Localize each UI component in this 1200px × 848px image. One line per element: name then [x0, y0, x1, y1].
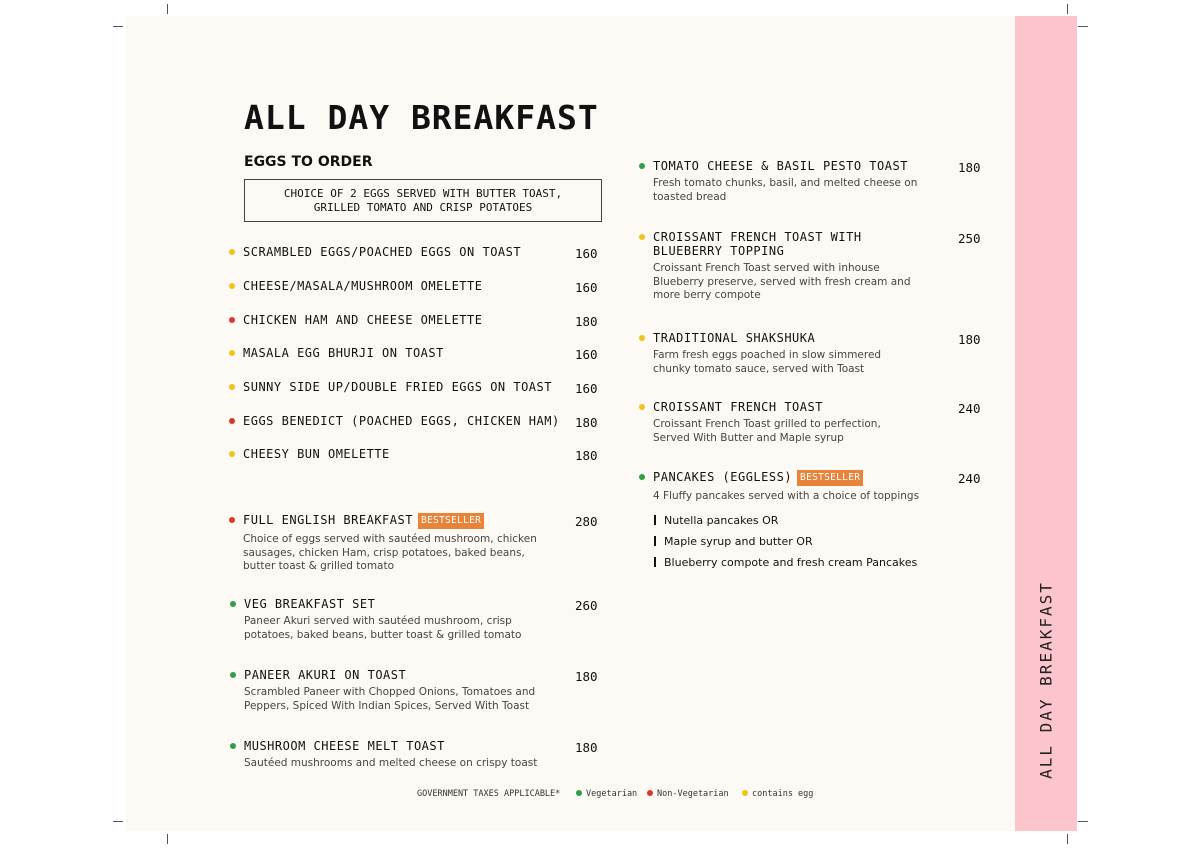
item-name	[653, 230, 911, 258]
item-name-text: CHICKEN HAM AND CHEESE OMELETTE	[243, 313, 483, 327]
item-name-text: CHEESY BUN OMELETTE	[243, 447, 390, 461]
item-name-text: CROISSANT FRENCH TOAST WITH BLUEBERRY TOPPING	[653, 230, 862, 258]
item-name	[653, 470, 919, 486]
item-name-text: MASALA EGG BHURJI ON TOAST	[243, 346, 444, 360]
bullet-bar-icon	[654, 515, 656, 525]
veg-dot-icon	[230, 743, 236, 749]
menu-item	[243, 279, 482, 293]
egg-dot-icon	[639, 404, 645, 410]
veg-dot-icon	[639, 474, 645, 480]
egg-dot-icon	[229, 283, 235, 289]
egg-dot-icon	[639, 234, 645, 240]
footer-legend-veg: Vegetarian	[576, 789, 637, 799]
item-price: 260	[575, 598, 598, 613]
item-description: Croissant French Toast served with inhouse Blueberry preserve, served with fresh cream and more berry compote	[653, 262, 911, 301]
topping-option	[654, 514, 778, 527]
item-description: Scrambled Paneer with Chopped Onions, Tomatoes and Peppers, Spiced With Indian Spices, Served With Toast	[244, 686, 536, 712]
veg-dot-icon	[230, 601, 236, 607]
crop-mark	[113, 26, 123, 27]
sidebar-title: ALL DAY BREAKFAST	[1036, 581, 1056, 779]
veg-dot-icon	[230, 672, 236, 678]
item-name-text: PANEER AKURI ON TOAST	[244, 668, 407, 682]
item-description: 4 Fluffy pancakes served with a choice of toppings	[653, 490, 920, 502]
item-name	[244, 597, 521, 611]
item-description: Sautéed mushrooms and melted cheese on crispy toast	[244, 757, 538, 769]
item-name	[653, 159, 917, 173]
menu-item	[653, 159, 917, 204]
footer-legend-nonveg: Non-Vegetarian	[647, 789, 729, 799]
item-name-text: SCRAMBLED EGGS/POACHED EGGS ON TOAST	[243, 245, 522, 259]
item-description: Fresh tomato chunks, basil, and melted cheese on toasted bread	[653, 177, 918, 203]
item-description: Croissant French Toast grilled to perfection, Served With Butter and Maple syrup	[653, 418, 881, 444]
item-price: 180	[958, 332, 981, 347]
item-name-text: MUSHROOM CHEESE MELT TOAST	[244, 739, 445, 753]
topping-option	[654, 535, 813, 548]
egg-dot-icon	[229, 249, 235, 255]
bullet-bar-icon	[654, 536, 656, 546]
item-price: 280	[575, 514, 598, 529]
item-name	[244, 668, 535, 682]
item-price: 180	[575, 415, 598, 430]
menu-item	[243, 513, 537, 574]
topping-text: Blueberry compote and fresh cream Pancakes	[664, 556, 918, 569]
bullet-bar-icon	[654, 557, 656, 567]
item-name-text: FULL ENGLISH BREAKFAST	[243, 513, 413, 527]
veg-dot-icon	[576, 790, 582, 796]
crop-mark	[1078, 26, 1088, 27]
menu-item	[653, 331, 881, 376]
egg-dot-icon	[229, 384, 235, 390]
crop-mark	[113, 821, 123, 822]
item-price: 180	[575, 740, 598, 755]
item-name-text: EGGS BENEDICT (POACHED EGGS, CHICKEN HAM)	[243, 414, 560, 428]
item-name	[243, 380, 552, 394]
item-name	[653, 331, 881, 345]
section-title: EGGS TO ORDER	[244, 154, 373, 170]
item-description: Choice of eggs served with sautéed mushroom, chicken sausages, chicken Ham, crisp potatoes, baked beans, butter toast & grilled tomato	[243, 533, 537, 572]
menu-item	[243, 245, 521, 259]
crop-mark	[1067, 4, 1068, 14]
egg-dot-icon	[229, 350, 235, 356]
menu-item	[243, 447, 390, 461]
crop-mark	[167, 4, 168, 14]
item-price: 180	[575, 448, 598, 463]
nonveg-dot-icon	[229, 317, 235, 323]
footer-legend-egg: contains egg	[742, 789, 813, 799]
topping-text: Maple syrup and butter OR	[664, 535, 813, 548]
page-title: ALL DAY BREAKFAST	[244, 98, 599, 137]
menu-item	[244, 597, 521, 642]
item-name-text: CHEESE/MASALA/MUSHROOM OMELETTE	[243, 279, 483, 293]
item-price: 250	[958, 231, 981, 246]
item-price: 180	[958, 160, 981, 175]
menu-item	[243, 414, 560, 428]
veg-dot-icon	[639, 163, 645, 169]
menu-item	[243, 346, 444, 360]
item-name-text: PANCAKES (EGGLESS)	[653, 470, 793, 484]
item-name	[243, 245, 521, 259]
bestseller-badge: BESTSELLER	[797, 470, 863, 486]
egg-dot-icon	[639, 335, 645, 341]
topping-text: Nutella pancakes OR	[664, 514, 779, 527]
menu-item	[244, 739, 537, 771]
egg-dot-icon	[742, 790, 748, 796]
nonveg-dot-icon	[229, 517, 235, 523]
crop-mark	[1067, 834, 1068, 844]
item-price: 240	[958, 401, 981, 416]
footer-taxes: GOVERNMENT TAXES APPLICABLE*	[417, 789, 561, 799]
item-name	[244, 739, 537, 753]
menu-item	[653, 470, 919, 504]
item-name-text: TOMATO CHEESE & BASIL PESTO TOAST	[653, 159, 908, 173]
item-name	[243, 513, 537, 529]
bestseller-badge: BESTSELLER	[418, 513, 484, 529]
egg-dot-icon	[229, 451, 235, 457]
menu-item	[653, 400, 881, 445]
nonveg-dot-icon	[229, 418, 235, 424]
item-price: 160	[575, 347, 598, 362]
menu-item	[243, 313, 482, 327]
item-name	[243, 346, 444, 360]
section-note: CHOICE OF 2 EGGS SERVED WITH BUTTER TOAST, GRILLED TOMATO AND CRISP POTATOES	[244, 179, 602, 222]
nonveg-dot-icon	[647, 790, 653, 796]
item-name-text: VEG BREAKFAST SET	[244, 597, 376, 611]
item-price: 180	[575, 669, 598, 684]
item-name-text: CROISSANT FRENCH TOAST	[653, 400, 823, 414]
item-description: Paneer Akuri served with sautéed mushroom, crisp potatoes, baked beans, butter toast & grilled tomato	[244, 615, 522, 641]
menu-item	[244, 668, 535, 713]
item-name-text: TRADITIONAL SHAKSHUKA	[653, 331, 816, 345]
item-name	[653, 400, 881, 414]
menu-item	[243, 380, 552, 394]
item-price: 160	[575, 381, 598, 396]
item-name	[243, 447, 390, 461]
item-price: 180	[575, 314, 598, 329]
crop-mark	[1078, 821, 1088, 822]
item-description: Farm fresh eggs poached in slow simmered chunky tomato sauce, served with Toast	[653, 349, 882, 375]
item-price: 160	[575, 246, 598, 261]
item-name	[243, 279, 482, 293]
item-price: 240	[958, 471, 981, 486]
topping-option	[654, 556, 917, 569]
menu-item	[653, 230, 911, 303]
item-name-text: SUNNY SIDE UP/DOUBLE FRIED EGGS ON TOAST	[243, 380, 552, 394]
item-name	[243, 313, 482, 327]
item-name	[243, 414, 560, 428]
crop-mark	[167, 834, 168, 844]
item-price: 160	[575, 280, 598, 295]
